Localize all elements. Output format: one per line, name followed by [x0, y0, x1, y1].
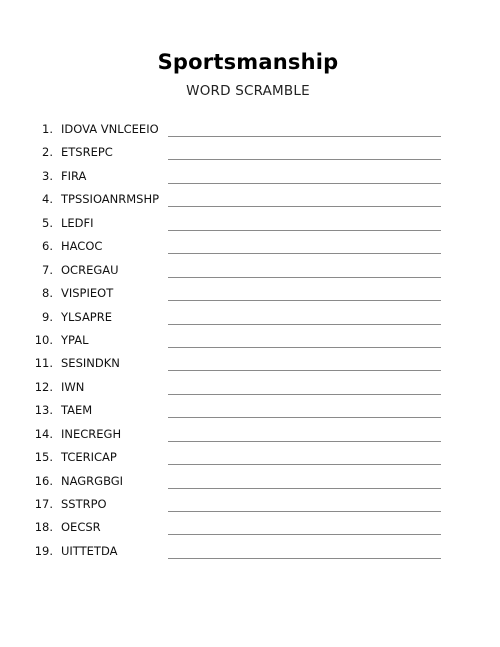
- scrambled-word: IWN: [61, 379, 85, 394]
- scrambled-word: LEDFI: [61, 215, 94, 230]
- item-number: 7.: [42, 262, 53, 277]
- answer-line[interactable]: [168, 558, 441, 559]
- list-item: [0, 142, 500, 165]
- worksheet-subtitle: WORD SCRAMBLE: [186, 83, 310, 99]
- list-item: [0, 424, 500, 447]
- list-item: [0, 471, 500, 494]
- list-item: [0, 353, 500, 376]
- answer-line[interactable]: [168, 347, 441, 348]
- list-item: [0, 330, 500, 353]
- item-number: 15.: [34, 450, 53, 465]
- scrambled-word: TPSSIOANRMSHP: [61, 192, 160, 207]
- list-item: [0, 447, 500, 470]
- answer-line[interactable]: [168, 253, 441, 254]
- scrambled-word: NAGRGBGI: [61, 473, 124, 488]
- item-number: 11.: [34, 356, 53, 371]
- answer-line[interactable]: [168, 417, 441, 418]
- item-number: 5.: [42, 215, 53, 230]
- answer-line[interactable]: [168, 300, 441, 301]
- answer-line[interactable]: [168, 324, 441, 325]
- list-item: [0, 189, 500, 212]
- list-item: [0, 260, 500, 283]
- list-item: [0, 307, 500, 330]
- answer-line[interactable]: [168, 488, 441, 489]
- scrambled-word: TCERICAP: [61, 450, 117, 465]
- answer-line[interactable]: [168, 206, 441, 207]
- answer-line[interactable]: [168, 136, 441, 137]
- item-number: 13.: [34, 403, 53, 418]
- answer-line[interactable]: [168, 159, 441, 160]
- answer-line[interactable]: [168, 464, 441, 465]
- scrambled-word: OCREGAU: [61, 262, 119, 277]
- item-number: 12.: [34, 379, 53, 394]
- scrambled-word: FIRA: [61, 168, 87, 183]
- list-item: [0, 517, 500, 540]
- item-number: 9.: [42, 309, 53, 324]
- item-number: 2.: [42, 145, 53, 160]
- list-item: [0, 283, 500, 306]
- scrambled-word: YLSAPRE: [61, 309, 113, 324]
- worksheet-title: Sportsmanship: [157, 50, 339, 74]
- scrambled-word: ETSREPC: [61, 145, 113, 160]
- answer-line[interactable]: [168, 370, 441, 371]
- item-number: 3.: [42, 168, 53, 183]
- list-item: [0, 213, 500, 236]
- scrambled-word: HACOC: [61, 239, 103, 254]
- scrambled-word: IDOVA VNLCEEIO: [61, 122, 159, 136]
- item-number: 1.: [42, 122, 53, 136]
- scrambled-word: SSTRPO: [61, 497, 107, 511]
- scrambled-word: VISPIEOT: [61, 286, 114, 301]
- item-number: 8.: [42, 286, 53, 301]
- scrambled-word: YPAL: [61, 332, 89, 347]
- item-number: 18.: [34, 520, 53, 535]
- list-item: [0, 377, 500, 400]
- list-item: [0, 119, 500, 142]
- item-number: 19.: [34, 543, 53, 558]
- answer-line[interactable]: [168, 534, 441, 535]
- scrambled-word: UITTETDA: [61, 543, 118, 558]
- list-item: [0, 400, 500, 423]
- item-number: 14.: [34, 426, 53, 441]
- answer-line[interactable]: [168, 511, 441, 512]
- word-list: [0, 119, 500, 564]
- answer-line[interactable]: [168, 277, 441, 278]
- item-number: 10.: [34, 332, 53, 347]
- answer-line[interactable]: [168, 230, 441, 231]
- item-number: 6.: [42, 239, 53, 254]
- answer-line[interactable]: [168, 183, 441, 184]
- list-item: [0, 236, 500, 259]
- scrambled-word: TAEM: [61, 403, 93, 418]
- scrambled-word: SESINDKN: [61, 356, 120, 371]
- answer-line[interactable]: [168, 441, 441, 442]
- list-item: [0, 166, 500, 189]
- list-item: [0, 541, 500, 564]
- item-number: 17.: [34, 497, 53, 511]
- answer-line[interactable]: [168, 394, 441, 395]
- item-number: 4.: [42, 192, 53, 207]
- scrambled-word: OECSR: [61, 520, 101, 535]
- list-item: [0, 494, 500, 517]
- item-number: 16.: [34, 473, 53, 488]
- scrambled-word: INECREGH: [61, 426, 122, 441]
